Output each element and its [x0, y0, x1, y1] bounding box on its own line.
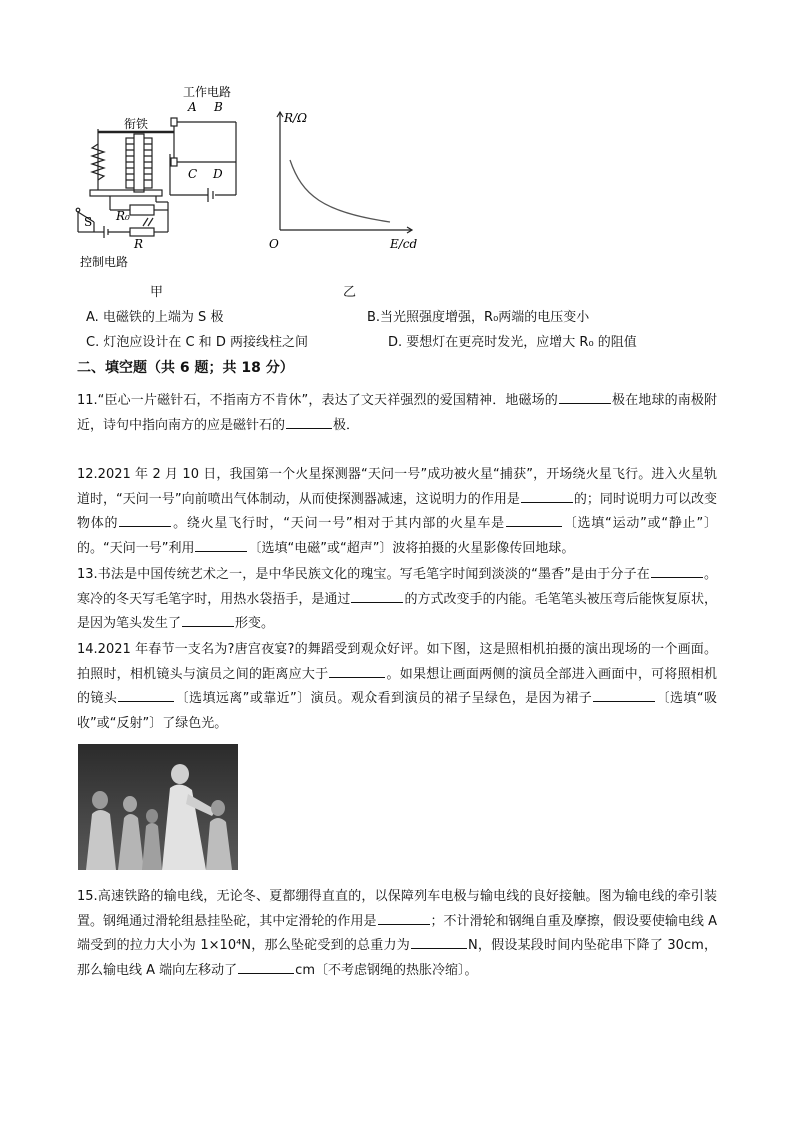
- option-a: A. 电磁铁的上端为 S 极: [86, 310, 224, 325]
- origin-label: O: [269, 237, 279, 251]
- y-axis-label: R/Ω: [284, 111, 308, 125]
- label-work-circuit: 工作电路: [183, 85, 232, 99]
- label-armature: 衔铁: [124, 117, 149, 131]
- option-b: B.当光照强度增强，R₀两端的电压变小: [367, 310, 590, 325]
- label-B: B: [214, 100, 223, 114]
- answer-blank[interactable]: [238, 959, 294, 974]
- answer-blank[interactable]: [559, 389, 611, 404]
- answer-blank[interactable]: [351, 588, 403, 603]
- option-d: D. 要想灯在更亮时发光，应增大 R₀ 的阻值: [388, 335, 637, 350]
- question-11: 11.“臣心一片磁针石，不指南方不肯休”，表达了文天祥强烈的爱国精神．地磁场的 极在地球的南极附近，诗句中指向南方的应是磁针石的 极．: [77, 389, 717, 438]
- label-R0: R₀: [116, 209, 130, 223]
- question-14: 14.2021 年春节一支名为?唐宫夜宴?的舞蹈受到观众好评。如下图，这是照相机拍摄的演出现场的一个画面。拍照时，相机镜头与演员之间的距离应大于 。如果想让画面两侧的演员全部进入画面中，可将照相机的镜头 〔选填远离”或靠近”〕演员。观众看到演员的裙子呈绿色，是因为裙子 〔选填“吸收”或“反射”〕了绿色光。: [77, 642, 717, 731]
- resistance-light-graph: [262, 100, 422, 260]
- label-R: R: [134, 237, 144, 251]
- caption-yi: 乙: [343, 285, 357, 300]
- answer-blank[interactable]: [651, 563, 703, 578]
- label-control-circuit: 控制电路: [80, 255, 129, 269]
- answer-blank[interactable]: [182, 612, 234, 627]
- answer-blank[interactable]: [378, 910, 430, 925]
- answer-blank[interactable]: [506, 512, 562, 527]
- answer-blank[interactable]: [195, 537, 247, 552]
- answer-blank[interactable]: [286, 414, 332, 429]
- answer-blank[interactable]: [593, 687, 655, 702]
- answer-blank[interactable]: [521, 488, 573, 503]
- relay-circuit-diagram: [70, 82, 250, 278]
- label-A: A: [188, 100, 197, 114]
- option-c: C. 灯泡应设计在 C 和 D 两接线柱之间: [86, 335, 308, 350]
- question-15: 15.高速铁路的输电线，无论冬、夏都绷得直直的，以保障列车电极与输电线的良好接触。图为输电线的牵引装置。钢绳通过滑轮组悬挂坠砣，其中定滑轮的作用是 ；不计滑轮和钢绳自重及摩擦，假设要使输电线 A 端受到的拉力大小为 1×10⁴N，那么坠砣受到的总重力为 N，假设某段时间内坠砣串下降了 30cm，那么输电线 A 端向左移动了 cm〔不考虑钢绳的热胀冷缩〕。: [77, 889, 717, 978]
- question-12: 12.2021 年 2 月 10 日，我国第一个火星探测器“天问一号”成功被火星“捕获”，开场绕火星飞行。进入火星轨道时，“天问一号”向前喷出气体制动，从而使探测器减速，这说明力的作用是 的；同时说明力可以改变物体的 。绕火星飞行时，“天问一号”相对于其内部的火星车是 〔选填“运动”或“静止”〕的。“天问一号”利用 〔选填“电磁”或“超声”〕波将拍摄的火星影像传回地球。: [77, 467, 717, 556]
- performance-photo: [78, 744, 238, 870]
- label-S: S: [84, 215, 93, 229]
- section-title: 二、填空题（共 6 题；共 18 分）: [77, 360, 294, 376]
- label-D: D: [213, 167, 223, 181]
- resistance-curve: [290, 160, 390, 222]
- label-C: C: [188, 167, 198, 181]
- dancers-image: [78, 744, 238, 870]
- answer-blank[interactable]: [411, 934, 467, 949]
- answer-blank[interactable]: [118, 687, 174, 702]
- caption-jia: 甲: [150, 285, 164, 300]
- question-13: 13.书法是中国传统艺术之一，是中华民族文化的瑰宝。写毛笔字时闻到淡淡的“墨香”是由于分子在 。寒冷的冬天写毛笔字时，用热水袋捂手，是通过 的方式改变手的内能。毛笔笔头被压弯后能恢复原状，是因为笔头发生了 形变。: [77, 563, 717, 637]
- answer-blank[interactable]: [329, 663, 385, 678]
- answer-blank[interactable]: [119, 512, 171, 527]
- x-axis-label: E/cd: [390, 237, 418, 251]
